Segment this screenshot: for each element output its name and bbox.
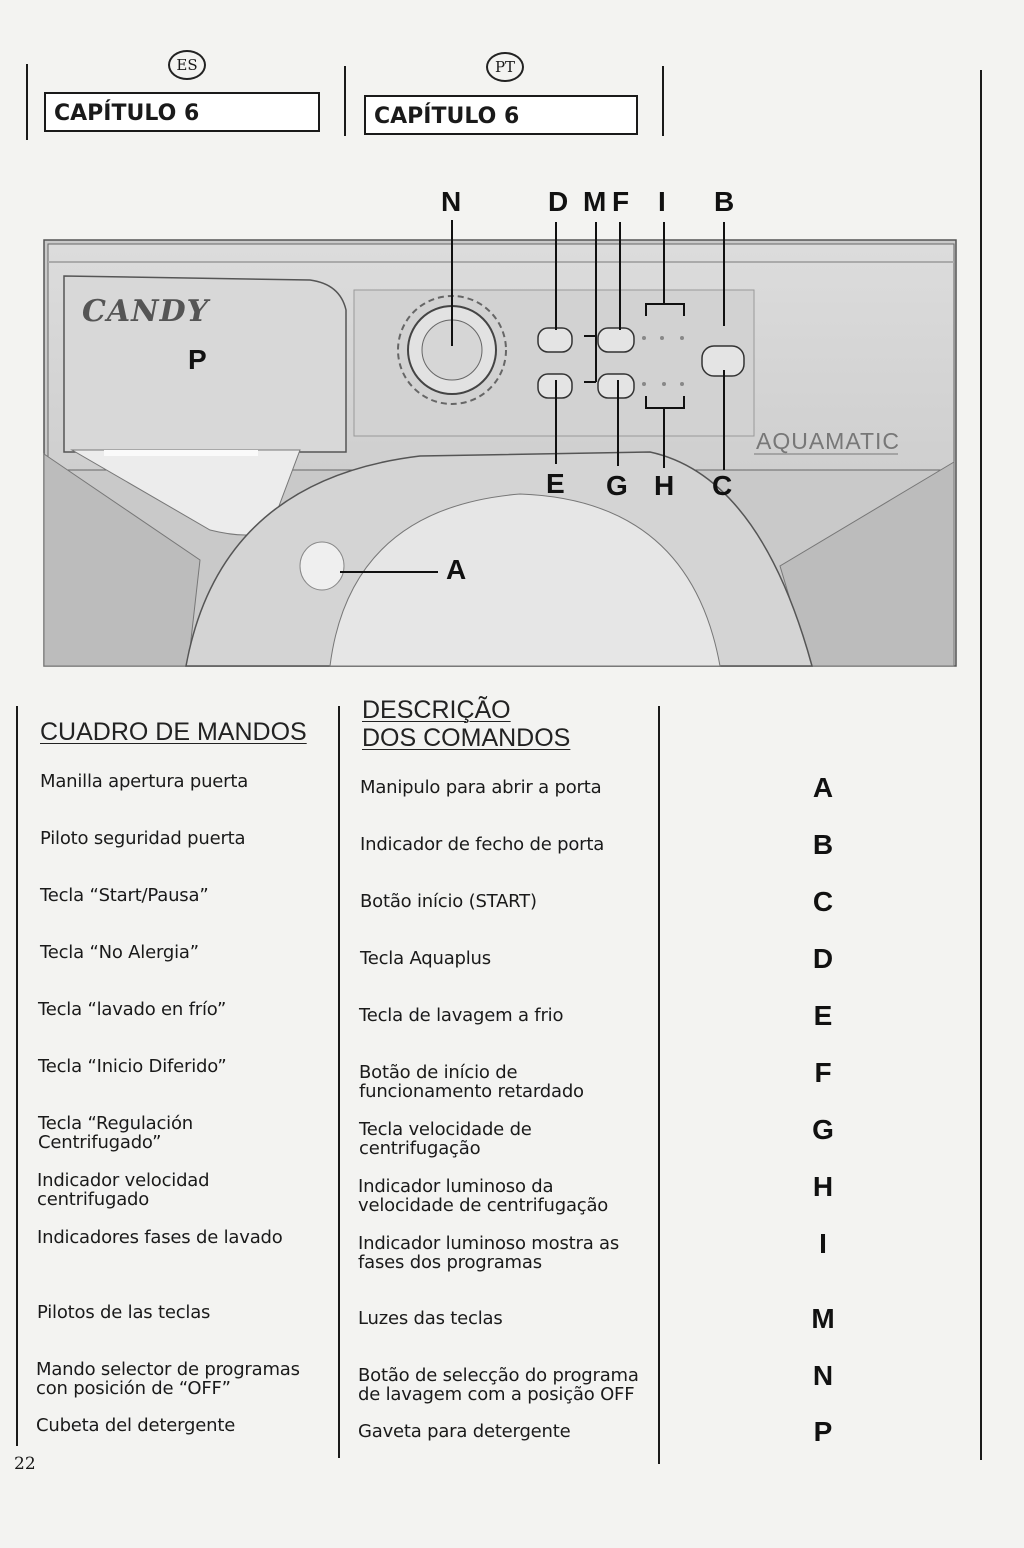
es-item: Piloto seguridad puerta bbox=[40, 828, 246, 849]
reference-letter: B bbox=[812, 829, 834, 860]
es-item: Tecla “No Alergia” bbox=[40, 942, 199, 963]
es-section-heading: CUADRO DE MANDOS bbox=[40, 718, 307, 746]
reference-letter: C bbox=[812, 886, 834, 917]
es-item: Tecla “Inicio Diferido” bbox=[38, 1056, 227, 1077]
brand-logo: CANDY bbox=[82, 294, 210, 329]
model-name: AQUAMATIC bbox=[756, 428, 901, 454]
reference-letter: G bbox=[812, 1114, 834, 1145]
reference-letter: H bbox=[812, 1171, 834, 1202]
callout-I: I bbox=[658, 186, 666, 217]
callout-D: D bbox=[548, 186, 569, 217]
es-item: Manilla apertura puerta bbox=[40, 771, 249, 792]
callout-P: P bbox=[188, 344, 207, 375]
pt-item: Botão de selecção do programa de lavagem com a posição OFF bbox=[358, 1365, 639, 1405]
page-number: 22 bbox=[14, 1454, 36, 1474]
reference-letter: E bbox=[813, 1000, 833, 1031]
pt-item: Botão de início de funcionamento retardado bbox=[359, 1062, 584, 1102]
pt-item: Luzes das teclas bbox=[358, 1308, 503, 1329]
es-item: Indicadores fases de lavado bbox=[37, 1227, 283, 1248]
pt-item: Tecla de lavagem a frio bbox=[359, 1005, 564, 1026]
es-language-badge: ES bbox=[168, 50, 206, 80]
pt-language-badge: PT bbox=[486, 52, 524, 82]
button-D bbox=[538, 328, 572, 352]
es-item: Mando selector de programas con posición de “OFF” bbox=[36, 1359, 300, 1399]
es-item: Tecla “Regulación Centrifugado” bbox=[38, 1113, 193, 1153]
callout-F: F bbox=[612, 186, 630, 217]
pt-section-heading-line1: DESCRIÇÃO bbox=[362, 696, 511, 724]
es-pt-divider-bottom bbox=[338, 706, 340, 1458]
es-chapter-title: CAPÍTULO 6 bbox=[44, 92, 320, 132]
reference-letter: M bbox=[811, 1303, 835, 1334]
left-margin-rule-lower bbox=[16, 706, 18, 1446]
pt-section-heading-line2: DOS COMANDOS bbox=[362, 724, 571, 752]
pt-item: Indicador de fecho de porta bbox=[360, 834, 605, 855]
es-item: Tecla “Start/Pausa” bbox=[40, 885, 209, 906]
door-handle bbox=[300, 542, 344, 590]
button-G bbox=[598, 374, 634, 398]
callout-N: N bbox=[441, 186, 462, 217]
callout-C: C bbox=[712, 470, 733, 501]
callout-A: A bbox=[446, 554, 467, 585]
pt-item: Tecla velocidade de centrifugação bbox=[359, 1119, 532, 1159]
callout-B: B bbox=[714, 186, 735, 217]
callout-M: M bbox=[583, 186, 607, 217]
callout-H: H bbox=[654, 470, 675, 501]
pt-item: Manipulo para abrir a porta bbox=[360, 777, 602, 798]
reference-letter: A bbox=[812, 772, 834, 803]
reference-letter: P bbox=[813, 1416, 833, 1447]
reference-letter: I bbox=[819, 1228, 827, 1259]
pt-item: Tecla Aquaplus bbox=[360, 948, 491, 969]
es-item: Pilotos de las teclas bbox=[37, 1302, 211, 1323]
reference-letter: D bbox=[812, 943, 834, 974]
callout-G: G bbox=[606, 470, 628, 501]
button-F bbox=[598, 328, 634, 352]
pt-chapter-title: CAPÍTULO 6 bbox=[364, 95, 638, 135]
control-panel-illustration bbox=[0, 0, 1024, 680]
es-item: Cubeta del detergente bbox=[36, 1415, 236, 1436]
callout-E: E bbox=[546, 468, 565, 499]
pt-item: Indicador luminoso da velocidade de centrifugação bbox=[358, 1176, 609, 1216]
drawer-handle-highlight bbox=[104, 450, 258, 456]
es-item: Indicador velocidad centrifugado bbox=[37, 1170, 210, 1210]
pt-letter-divider-bottom bbox=[658, 706, 660, 1464]
pt-item: Indicador luminoso mostra as fases dos programas bbox=[358, 1233, 620, 1273]
reference-letter: N bbox=[812, 1360, 834, 1391]
reference-letter: F bbox=[814, 1057, 832, 1088]
pt-item: Botão início (START) bbox=[360, 891, 537, 912]
pt-item: Gaveta para detergente bbox=[358, 1421, 571, 1442]
es-item: Tecla “lavado en frío” bbox=[38, 999, 227, 1020]
